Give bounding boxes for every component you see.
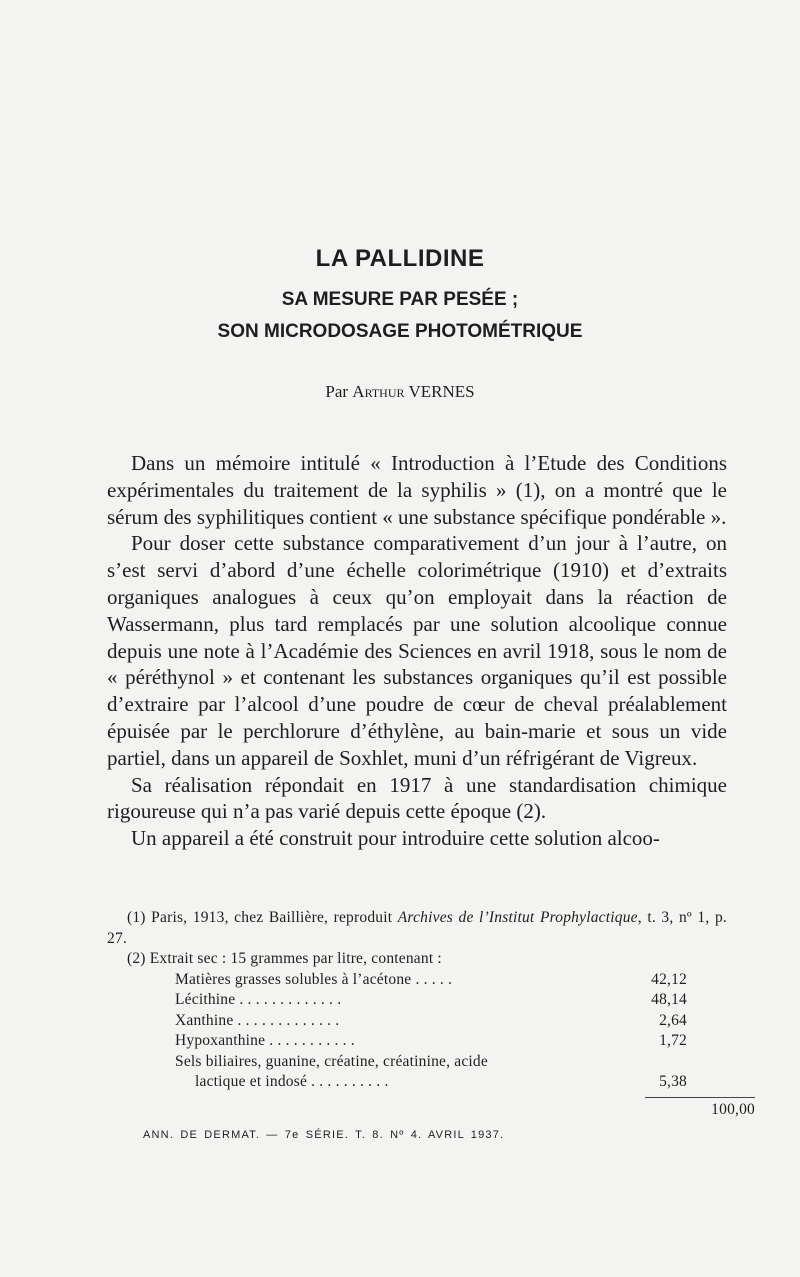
table-total: 100,00 — [711, 1100, 755, 1118]
article-subtitle-line-2: SON MICRODOSAGE PHOTOMÉTRIQUE — [217, 321, 583, 342]
table-row-value: 1,72 — [659, 1032, 687, 1049]
table-row — [175, 990, 687, 1011]
footnote-2-intro: (2) Extrait sec : 15 grammes par litre, contenant : — [127, 950, 442, 967]
table-row — [175, 1011, 687, 1032]
composition-table — [175, 970, 755, 1122]
table-row-value: 48,14 — [651, 991, 687, 1008]
table-row-value: 42,12 — [651, 970, 687, 988]
body-text — [107, 450, 727, 852]
table-row-label: Xanthine . . . . . . . . . . . . . — [175, 1011, 340, 1029]
author-first-name: Arthur — [352, 382, 405, 401]
table-row-label: Matières grasses solubles à l’acétone . . . . . — [175, 970, 453, 988]
author-line — [0, 382, 800, 402]
table-row-value — [627, 1052, 687, 1073]
footnotes — [107, 908, 755, 1122]
table-row-label: Hypoxanthine . . . . . . . . . . . — [175, 1032, 355, 1049]
body-paragraph: Pour doser cette substance comparativement d’un jour à l’autre, on s’est servi d’abord d’une échelle colorimétrique (1910) et d’extraits organiques analogues à ceux qu’on employait dans la réaction de Wassermann, plus tard remplacés par une solution alcoolique connue depuis une note à l’Académie des Sciences en avril 1918, sous le nom de « péréthynol » et contenant les substances organiques qu’il est possible d’extraire par l’alcool d’une poudre de cœur de cheval préalablement épuisée par le perchlorure d’éthylène, au bain-marie et sous un vide partiel, dans un appareil de Soxhlet, muni d’un réfrigérant de Vigreux. — [107, 531, 727, 770]
table-row-value: 5,38 — [659, 1073, 687, 1090]
author-last-name: VERNES — [408, 382, 475, 401]
table-row — [175, 1052, 687, 1073]
table-row — [175, 970, 687, 991]
author-prefix: Par — [325, 382, 349, 401]
table-row-value: 2,64 — [659, 1011, 687, 1029]
title-block — [0, 244, 800, 348]
journal-citation-footer: ANN. DE DERMAT. — 7e SÉRIE. T. 8. Nº 4. AVRIL 1937. — [143, 1129, 505, 1141]
footnote-1 — [107, 908, 727, 949]
footnote-1-suffix: , t. 3, nº 1, p. 27. — [107, 909, 727, 947]
footnote-1-prefix: (1) Paris, 1913, chez Baillière, reproduit — [127, 909, 398, 926]
table-row — [175, 1072, 687, 1093]
table-row — [175, 1031, 687, 1052]
table-row-label: Sels biliaires, guanine, créatine, créatinine, acide — [175, 1052, 488, 1070]
article-title: LA PALLIDINE — [315, 245, 485, 272]
article-subtitle-line-1: SA MESURE PAR PESÉE ; — [281, 289, 519, 310]
table-row-label: lactique et indosé . . . . . . . . . . — [195, 1073, 389, 1090]
footnote-1-journal: Archives de l’Institut Prophylactique — [397, 909, 638, 926]
body-paragraph: Dans un mémoire intitulé « Introduction à l’Etude des Conditions expérimentales du traitement de la syphilis » (1), on a montré que le sérum des syphilitiques contient « une substance spécifique pondérable ». — [107, 451, 727, 529]
table-row-label: Lécithine . . . . . . . . . . . . . — [175, 991, 342, 1008]
body-paragraph: Sa réalisation répondait en 1917 à une standardisation chimique rigoureuse qui n’a pas varié depuis cette époque (2). — [107, 772, 727, 824]
body-paragraph: Un appareil a été construit pour introduire cette solution alcoo- — [131, 826, 660, 851]
